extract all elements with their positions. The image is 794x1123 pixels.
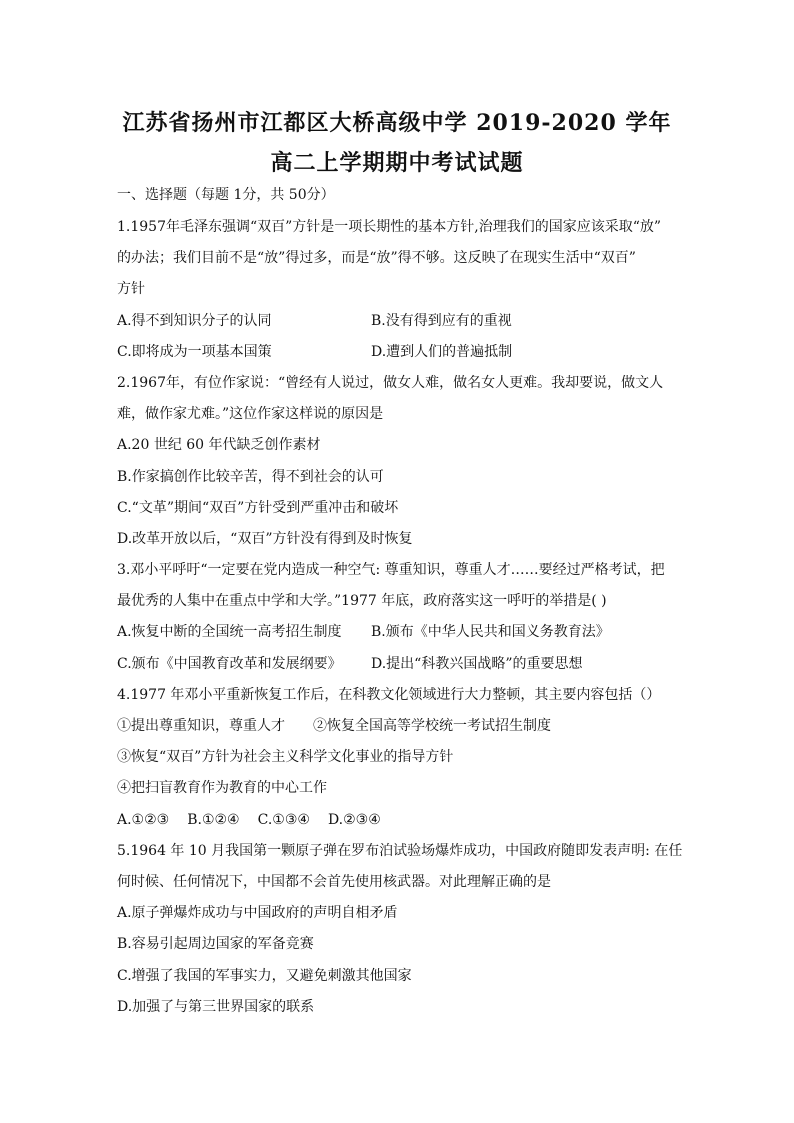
q2-stem-line2: 难，做作家尤难。”这位作家这样说的原因是	[117, 406, 384, 423]
q2-option-c: C.“文革”期间“双百”方针受到严重冲击和破坏	[117, 499, 399, 516]
q4-options-row	[117, 805, 679, 836]
section-heading: 一、选择题（每题 1分，共 50分）	[117, 187, 335, 203]
q4-item-3: ③恢复“双百”方针为社会主义科学文化事业的指导方针	[117, 749, 454, 766]
q3-stem-line2: 最优秀的人集中在重点中学和大学。”1977 年底，政府落实这一呼吁的举措是( )	[117, 593, 607, 610]
q1-options-row2	[117, 337, 679, 368]
exam-title-line1: 江苏省扬州市江都区大桥高级中学 2019-2020 学年	[122, 110, 672, 136]
q4-option-b: B.①②④	[187, 811, 240, 828]
q4-option-c: C.①③④	[257, 811, 310, 828]
q1-options-row1	[117, 306, 679, 337]
q4-stem-line1: 4.1977 年邓小平重新恢复工作后，在科教文化领域进行大力整顿，其主要内容包括（）	[117, 686, 661, 703]
q3-option-d: D.提出“科教兴国战略”的重要思想	[371, 655, 583, 672]
exam-title-line2: 高二上学期期中考试试题	[270, 150, 524, 176]
q1-stem-line1: 1.1957年毛泽东强调“双百”方针是一项长期性的基本方针,治理我们的国家应该采取“放”	[117, 219, 662, 235]
q5-option-d: D.加强了与第三世界国家的联系	[117, 998, 315, 1015]
question-list	[117, 212, 683, 1023]
q5-stem-line1: 5.1964 年 10 月我国第一颗原子弹在罗布泊试验场爆炸成功，中国政府随即发表声明: 在任	[117, 842, 683, 859]
q3-stem-line1: 3.邓小平呼吁“一定要在党内造成一种空气: 尊重知识，尊重人才……要经过严格考试，把	[117, 562, 665, 579]
q3-option-b: B.颁布《中华人民共和国义务教育法》	[371, 624, 610, 641]
q1-stem-line2: 的办法；我们目前不是“放”得过多，而是“放”得不够。这反映了在现实生活中“双百”	[117, 250, 636, 267]
q5-option-a: A.原子弹爆炸成功与中国政府的声明自相矛盾	[117, 905, 398, 922]
q1-option-b: B.没有得到应有的重视	[371, 312, 512, 329]
q2-option-a: A.20 世纪 60 年代缺乏创作素材	[117, 437, 321, 454]
q1-stem-line3: 方针	[117, 281, 145, 298]
q1-option-c: C.即将成为一项基本国策	[117, 343, 272, 360]
q4-item-1: ①提出尊重知识，尊重人才	[117, 718, 285, 734]
q2-stem-line1: 2.1967年，有位作家说：“曾经有人说过，做女人难，做名女人更难。我却要说，做文人	[117, 374, 664, 391]
q2-option-b: B.作家搞创作比较辛苦，得不到社会的认可	[117, 468, 384, 485]
q5-option-c: C.增强了我国的军事实力，又避免刺激其他国家	[117, 967, 412, 984]
q1-option-d: D.遭到人们的普遍抵制	[371, 343, 513, 360]
q1-option-a: A.得不到知识分子的认同	[117, 312, 272, 329]
q3-options-row2	[117, 649, 679, 680]
q5-option-b: B.容易引起周边国家的军备竞赛	[117, 936, 314, 953]
q3-option-c: C.颁布《中国教育改革和发展纲要》	[117, 655, 342, 672]
q4-item-2: ②恢复全国高等学校统一考试招生制度	[313, 718, 551, 734]
q5-stem-line2: 何时候、任何情况下，中国都不会首先使用核武器。对此理解正确的是	[117, 873, 551, 890]
q3-option-a: A.恢复中断的全国统一高考招生制度	[117, 624, 342, 641]
q4-option-d: D.②③④	[327, 811, 381, 828]
q4-items-row1	[117, 711, 679, 742]
q4-item-4: ④把扫盲教育作为教育的中心工作	[117, 780, 327, 797]
q2-option-d: D.改革开放以后，“双百”方针没有得到及时恢复	[117, 530, 413, 547]
q3-options-row1	[117, 617, 679, 648]
q4-option-a: A.①②③	[117, 811, 170, 828]
